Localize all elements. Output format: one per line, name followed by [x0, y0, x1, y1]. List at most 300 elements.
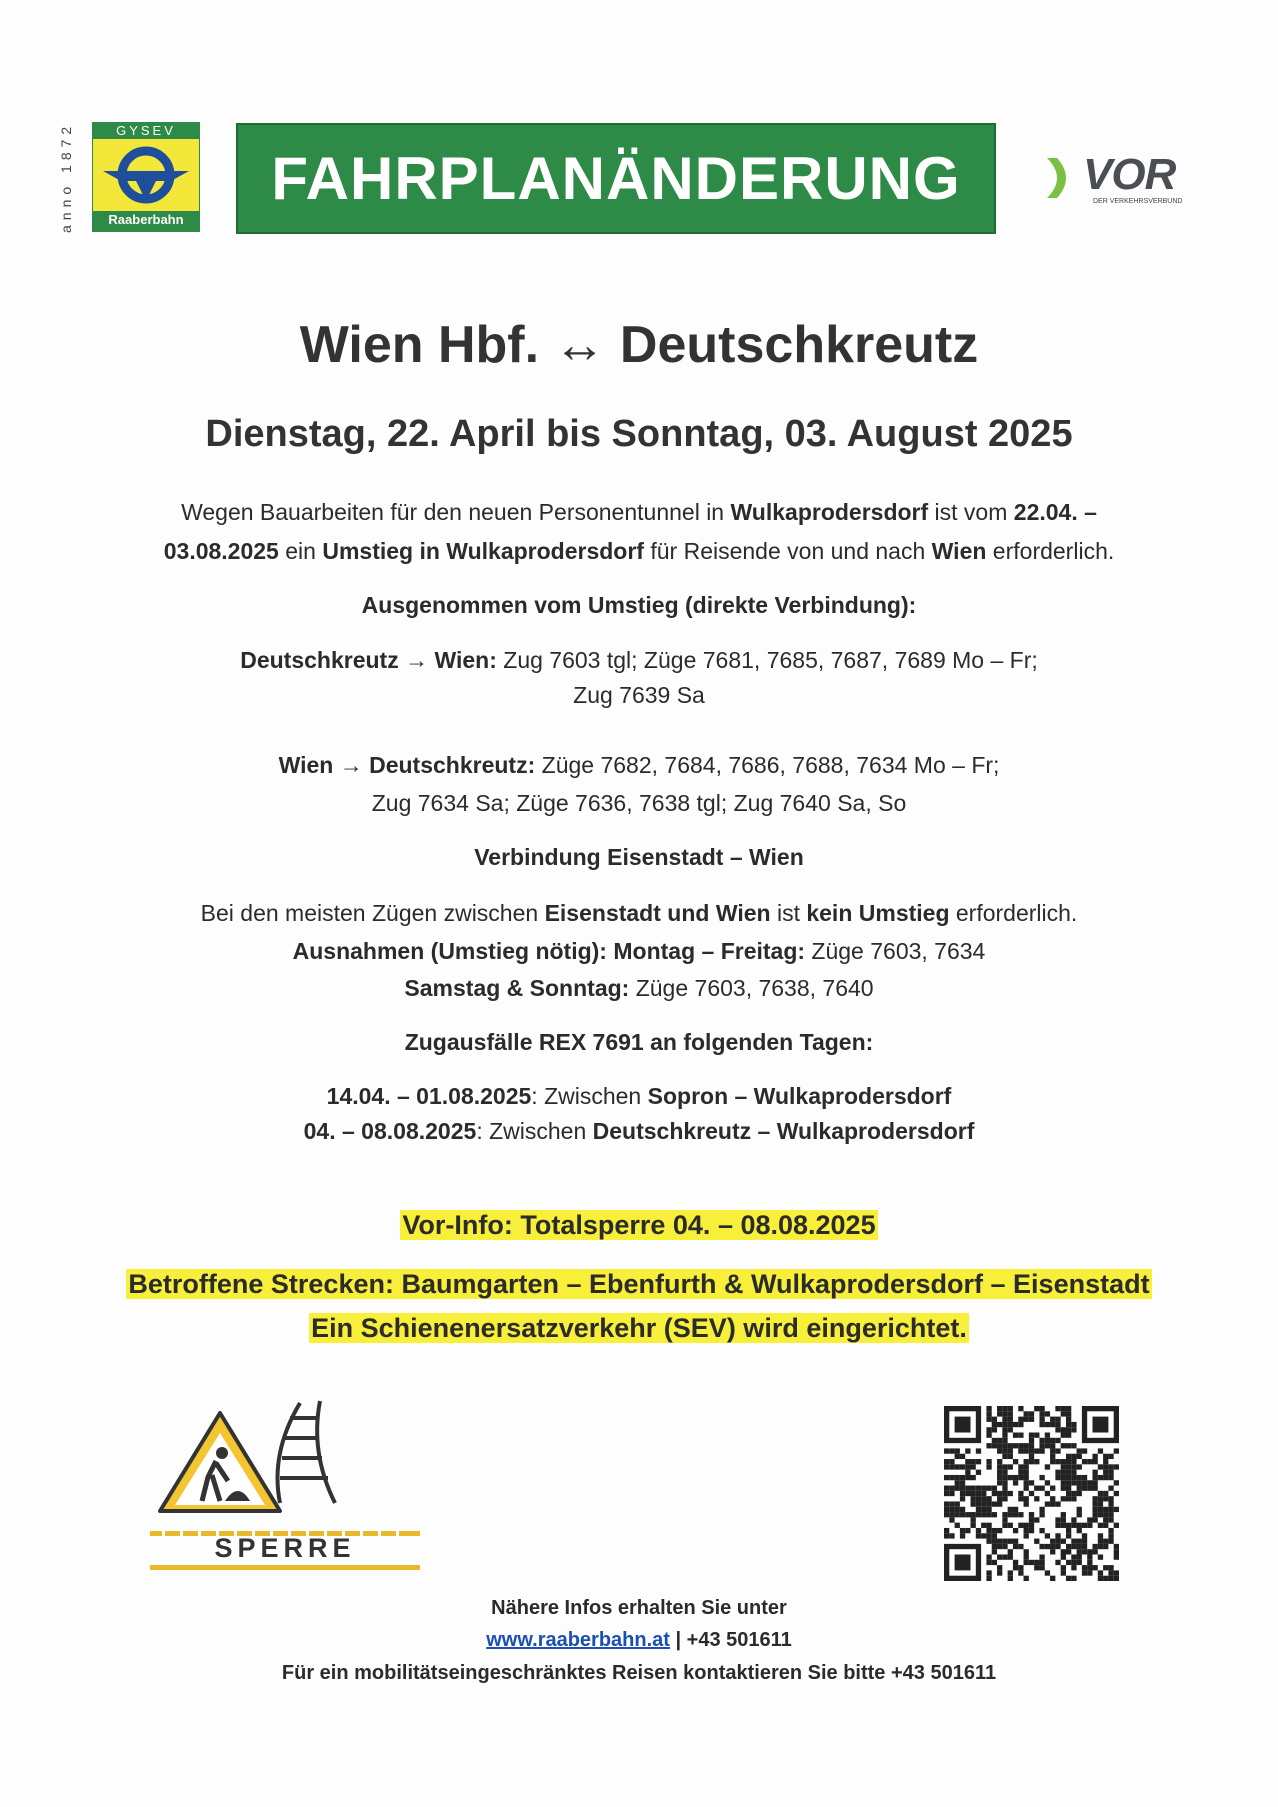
qr-module	[1071, 1539, 1076, 1544]
qr-module	[1103, 1464, 1108, 1469]
qr-module	[1029, 1459, 1034, 1464]
qr-module	[1092, 1517, 1097, 1522]
qr-module	[1087, 1554, 1092, 1559]
qr-module	[986, 1528, 991, 1533]
qr-module	[1103, 1507, 1108, 1512]
qr-module	[976, 1501, 981, 1506]
qr-module	[1002, 1475, 1007, 1480]
text-line	[0, 936, 1278, 966]
qr-module	[1008, 1475, 1013, 1480]
qr-module	[971, 1491, 976, 1496]
qr-module	[986, 1496, 991, 1501]
qr-module	[1098, 1533, 1103, 1538]
qr-module	[944, 1507, 949, 1512]
qr-module	[1018, 1470, 1023, 1475]
qr-module	[1098, 1496, 1103, 1501]
qr-module	[1108, 1570, 1113, 1575]
qr-module	[960, 1454, 965, 1459]
gysev-logo-top: GYSEV	[116, 123, 176, 138]
qr-module	[1071, 1560, 1076, 1565]
qr-module	[1018, 1464, 1023, 1469]
qr-module	[1077, 1549, 1082, 1554]
qr-module	[986, 1560, 991, 1565]
qr-code[interactable]	[944, 1406, 1119, 1581]
qr-module	[1092, 1544, 1097, 1549]
qr-module	[1108, 1539, 1113, 1544]
text-line	[0, 1116, 1278, 1146]
qr-module	[1029, 1560, 1034, 1565]
qr-module	[1045, 1438, 1050, 1443]
text-segment: ein	[278, 538, 323, 564]
qr-module	[1098, 1464, 1103, 1469]
qr-module	[981, 1512, 986, 1517]
qr-module	[1061, 1427, 1066, 1432]
qr-module	[997, 1438, 1002, 1443]
qr-module	[1002, 1438, 1007, 1443]
bold-text: 04. – 08.08.2025	[303, 1118, 477, 1144]
qr-module	[1071, 1565, 1076, 1570]
qr-module	[1082, 1570, 1087, 1575]
qr-module	[1071, 1544, 1076, 1549]
qr-module	[986, 1576, 991, 1581]
qr-module	[986, 1433, 991, 1438]
qr-module	[986, 1523, 991, 1528]
qr-module	[1077, 1491, 1082, 1496]
qr-module	[1024, 1475, 1029, 1480]
qr-module	[1092, 1480, 1097, 1485]
qr-module	[1002, 1486, 1007, 1491]
qr-module	[1061, 1517, 1066, 1522]
qr-module	[1018, 1443, 1023, 1448]
qr-module	[1114, 1491, 1119, 1496]
qr-module	[1002, 1539, 1007, 1544]
qr-module	[1114, 1554, 1119, 1559]
qr-module	[1055, 1475, 1060, 1480]
bold-text: Wulkaprodersdorf	[730, 499, 929, 525]
qr-module	[1077, 1448, 1082, 1453]
qr-module	[997, 1528, 1002, 1533]
qr-module	[1098, 1507, 1103, 1512]
qr-module	[1024, 1464, 1029, 1469]
anno-1872-text: anno 1872	[58, 121, 74, 233]
qr-module	[976, 1470, 981, 1475]
qr-module	[1061, 1486, 1066, 1491]
qr-module	[1092, 1470, 1097, 1475]
qr-module	[949, 1464, 954, 1469]
qr-module	[1066, 1459, 1071, 1464]
qr-module	[1050, 1443, 1055, 1448]
qr-module	[1066, 1470, 1071, 1475]
qr-module	[997, 1464, 1002, 1469]
qr-module	[1039, 1512, 1044, 1517]
qr-module	[1066, 1528, 1071, 1533]
qr-module	[1024, 1448, 1029, 1453]
qr-module	[965, 1470, 970, 1475]
qr-module	[1071, 1454, 1076, 1459]
qr-module	[1045, 1411, 1050, 1416]
qr-module	[944, 1512, 949, 1517]
qr-module	[1008, 1464, 1013, 1469]
qr-module	[1034, 1517, 1039, 1522]
qr-module	[1066, 1406, 1071, 1411]
qr-module	[1008, 1411, 1013, 1416]
qr-module	[1008, 1448, 1013, 1453]
qr-module	[1050, 1501, 1055, 1506]
qr-module	[949, 1501, 954, 1506]
qr-module	[1034, 1486, 1039, 1491]
text-segment: Züge 7682, 7684, 7686, 7688, 7634 Mo – Fr;	[535, 752, 1000, 778]
sev-line	[0, 1311, 1278, 1345]
qr-module	[1108, 1486, 1113, 1491]
qr-module	[1061, 1570, 1066, 1575]
qr-module	[955, 1475, 960, 1480]
qr-module	[1034, 1459, 1039, 1464]
info-line: Nähere Infos erhalten Sie unter	[491, 1597, 787, 1619]
text-line	[0, 750, 1278, 780]
qr-module	[1055, 1417, 1060, 1422]
qr-module	[1066, 1417, 1071, 1422]
qr-module	[997, 1475, 1002, 1480]
sperre-sign	[150, 1393, 430, 1573]
qr-module	[1098, 1448, 1103, 1453]
qr-module	[1002, 1523, 1007, 1528]
bold-text: Ausgenommen vom Umstieg (direkte Verbindung):	[361, 592, 917, 618]
qr-module	[1024, 1411, 1029, 1416]
text-segment: für Reisende von und nach	[643, 538, 932, 564]
qr-module	[1066, 1443, 1071, 1448]
qr-module	[997, 1459, 1002, 1464]
qr-module	[986, 1512, 991, 1517]
qr-module	[960, 1512, 965, 1517]
qr-module	[1008, 1523, 1013, 1528]
text-line	[0, 590, 1278, 620]
qr-module	[1002, 1491, 1007, 1496]
qr-module	[1029, 1438, 1034, 1443]
qr-module	[1034, 1433, 1039, 1438]
qr-module	[1066, 1523, 1071, 1528]
qr-module	[1024, 1486, 1029, 1491]
sev-text: Ein Schienenersatzverkehr (SEV) wird eingerichtet.	[311, 1313, 967, 1343]
qr-module	[1082, 1475, 1087, 1480]
qr-module	[965, 1486, 970, 1491]
qr-module	[1008, 1539, 1013, 1544]
qr-module	[949, 1533, 954, 1538]
vorinfo-text: Vor-Info: Totalsperre 04. – 08.08.2025	[402, 1210, 876, 1240]
bold-text: Ausnahmen (Umstieg nötig): Montag – Freitag:	[292, 938, 806, 964]
qr-module	[997, 1539, 1002, 1544]
qr-module	[1061, 1549, 1066, 1554]
qr-module	[1018, 1406, 1023, 1411]
qr-module	[1050, 1454, 1055, 1459]
qr-module	[1103, 1470, 1108, 1475]
qr-module	[960, 1486, 965, 1491]
qr-module	[986, 1411, 991, 1416]
qr-module	[1002, 1448, 1007, 1453]
qr-module	[981, 1523, 986, 1528]
qr-module	[986, 1570, 991, 1575]
text-segment: Züge 7603, 7638, 7640	[629, 975, 874, 1001]
qr-module	[971, 1517, 976, 1522]
qr-module	[1077, 1560, 1082, 1565]
qr-module	[1055, 1459, 1060, 1464]
qr-module	[1082, 1459, 1087, 1464]
qr-module	[992, 1443, 997, 1448]
qr-module	[949, 1491, 954, 1496]
qr-module	[1098, 1576, 1103, 1581]
qr-module	[1039, 1544, 1044, 1549]
qr-module	[944, 1459, 949, 1464]
qr-module	[1029, 1491, 1034, 1496]
qr-module	[1055, 1406, 1060, 1411]
qr-module	[1103, 1475, 1108, 1480]
qr-module	[1071, 1480, 1076, 1485]
qr-module	[1024, 1496, 1029, 1501]
qr-module	[1098, 1544, 1103, 1549]
qr-module	[1002, 1544, 1007, 1549]
qr-module	[1002, 1480, 1007, 1485]
qr-module	[1114, 1464, 1119, 1469]
qr-module	[1061, 1464, 1066, 1469]
qr-module	[997, 1496, 1002, 1501]
qr-module	[976, 1486, 981, 1491]
qr-module	[1082, 1523, 1087, 1528]
qr-module	[1008, 1507, 1013, 1512]
qr-module	[1098, 1523, 1103, 1528]
qr-module	[1071, 1475, 1076, 1480]
qr-module	[1098, 1491, 1103, 1496]
qr-module	[986, 1417, 991, 1422]
qr-module	[992, 1491, 997, 1496]
qr-module	[1066, 1480, 1071, 1485]
qr-module	[949, 1512, 954, 1517]
qr-module	[1050, 1438, 1055, 1443]
qr-module	[1045, 1533, 1050, 1538]
qr-module	[1108, 1576, 1113, 1581]
qr-module	[1077, 1475, 1082, 1480]
qr-module	[1071, 1523, 1076, 1528]
qr-module	[1066, 1411, 1071, 1416]
qr-module	[1087, 1565, 1092, 1570]
qr-module	[986, 1486, 991, 1491]
qr-module	[1071, 1496, 1076, 1501]
qr-module	[1114, 1523, 1119, 1528]
qr-module	[1087, 1523, 1092, 1528]
qr-module	[1071, 1459, 1076, 1464]
qr-module	[1092, 1475, 1097, 1480]
qr-module	[1029, 1433, 1034, 1438]
qr-module	[1029, 1443, 1034, 1448]
qr-module	[1039, 1554, 1044, 1559]
qr-module	[1029, 1512, 1034, 1517]
qr-module	[1050, 1496, 1055, 1501]
qr-module	[1013, 1539, 1018, 1544]
qr-module	[1045, 1544, 1050, 1549]
qr-module	[1103, 1491, 1108, 1496]
qr-module	[1087, 1480, 1092, 1485]
qr-module	[1045, 1501, 1050, 1506]
qr-module	[1114, 1544, 1119, 1549]
qr-module	[976, 1491, 981, 1496]
qr-module	[1018, 1448, 1023, 1453]
bold-text: Sopron – Wulkaprodersdorf	[647, 1083, 952, 1109]
qr-module	[1039, 1486, 1044, 1491]
qr-module	[1103, 1544, 1108, 1549]
bold-text: 14.04. – 01.08.2025	[326, 1083, 532, 1109]
qr-module	[1103, 1454, 1108, 1459]
qr-module	[955, 1480, 960, 1485]
qr-module	[986, 1464, 991, 1469]
qr-module	[1077, 1507, 1082, 1512]
qr-module	[1077, 1528, 1082, 1533]
qr-module	[1002, 1443, 1007, 1448]
qr-module	[960, 1507, 965, 1512]
qr-module	[1034, 1496, 1039, 1501]
route-title: Wien Hbf. ↔ Deutschkreutz	[299, 316, 979, 374]
qr-module	[976, 1533, 981, 1538]
qr-module	[971, 1501, 976, 1506]
qr-module	[1018, 1544, 1023, 1549]
qr-module	[1018, 1422, 1023, 1427]
qr-module	[1082, 1565, 1087, 1570]
qr-module	[997, 1422, 1002, 1427]
bold-text: Verbindung Eisenstadt – Wien	[474, 844, 804, 870]
qr-module	[1108, 1475, 1113, 1480]
qr-module	[1066, 1560, 1071, 1565]
qr-module	[992, 1549, 997, 1554]
qr-module	[1077, 1544, 1082, 1549]
phone-number: +43 501611	[686, 1629, 792, 1651]
qr-module	[1045, 1491, 1050, 1496]
qr-module	[986, 1554, 991, 1559]
qr-module	[965, 1512, 970, 1517]
qr-module	[1018, 1565, 1023, 1570]
text-segment: : Zwischen	[476, 1118, 593, 1144]
qr-module	[992, 1486, 997, 1491]
qr-module	[1061, 1411, 1066, 1416]
qr-module	[1061, 1554, 1066, 1559]
qr-module	[1071, 1576, 1076, 1581]
qr-module	[997, 1501, 1002, 1506]
qr-module	[1029, 1480, 1034, 1485]
qr-module	[992, 1422, 997, 1427]
qr-module	[986, 1539, 991, 1544]
qr-module	[997, 1448, 1002, 1453]
qr-module	[1055, 1560, 1060, 1565]
qr-module	[1077, 1539, 1082, 1544]
qr-module	[1008, 1406, 1013, 1411]
qr-module	[960, 1528, 965, 1533]
text-segment: Zug 7639 Sa	[573, 682, 705, 708]
qr-module	[965, 1459, 970, 1464]
qr-module	[1013, 1475, 1018, 1480]
qr-module	[1002, 1406, 1007, 1411]
qr-module	[1039, 1422, 1044, 1427]
qr-module	[1002, 1512, 1007, 1517]
qr-module	[1103, 1459, 1108, 1464]
qr-module	[1029, 1454, 1034, 1459]
qr-module	[1029, 1448, 1034, 1453]
qr-module	[1066, 1549, 1071, 1554]
qr-module	[1087, 1517, 1092, 1522]
qr-module	[1024, 1549, 1029, 1554]
qr-module	[1103, 1523, 1108, 1528]
qr-module	[1034, 1406, 1039, 1411]
qr-module	[1013, 1443, 1018, 1448]
qr-module	[1071, 1554, 1076, 1559]
qr-module	[992, 1560, 997, 1565]
bold-text: Wien	[931, 538, 987, 564]
qr-module	[1002, 1427, 1007, 1432]
qr-module	[1024, 1528, 1029, 1533]
qr-module	[1029, 1417, 1034, 1422]
vorinfo-line	[0, 1208, 1278, 1242]
text-line	[0, 788, 1278, 818]
qr-module	[1071, 1464, 1076, 1469]
text-segment: Bei den meisten Zügen zwischen	[200, 900, 545, 926]
text-line	[0, 973, 1278, 1003]
qr-module	[960, 1480, 965, 1485]
qr-module	[1055, 1427, 1060, 1432]
qr-module	[1050, 1417, 1055, 1422]
qr-module	[1008, 1576, 1013, 1581]
qr-module	[1077, 1464, 1082, 1469]
qr-module	[992, 1438, 997, 1443]
text-line	[0, 497, 1278, 527]
qr-module	[1098, 1539, 1103, 1544]
qr-module	[1092, 1565, 1097, 1570]
qr-module	[1082, 1544, 1087, 1549]
qr-module	[1050, 1459, 1055, 1464]
qr-module	[1082, 1448, 1087, 1453]
text-line	[0, 1027, 1278, 1057]
bold-text: Zugausfälle REX 7691 an folgenden Tagen:	[404, 1029, 874, 1055]
bold-text: 03.08.2025	[163, 538, 279, 564]
qr-module	[1061, 1523, 1066, 1528]
qr-module	[1061, 1459, 1066, 1464]
qr-module	[944, 1475, 949, 1480]
qr-module	[1013, 1433, 1018, 1438]
qr-module	[1008, 1554, 1013, 1559]
contact-line	[0, 1625, 1278, 1655]
qr-module	[1108, 1507, 1113, 1512]
qr-module	[1045, 1570, 1050, 1575]
mobility-line: Für ein mobilitätseingeschränktes Reisen kontaktieren Sie bitte +43 501611	[281, 1662, 997, 1684]
qr-module	[1013, 1528, 1018, 1533]
bold-text: Umstieg in Wulkaprodersdorf	[322, 538, 644, 564]
qr-module	[1108, 1565, 1113, 1570]
qr-module	[1002, 1554, 1007, 1559]
text-segment: erforderlich.	[949, 900, 1078, 926]
strecken-line	[0, 1267, 1278, 1301]
qr-module	[1103, 1496, 1108, 1501]
qr-module	[955, 1554, 971, 1570]
qr-module	[1018, 1496, 1023, 1501]
website-link[interactable]: www.raaberbahn.at	[486, 1629, 670, 1651]
qr-module	[960, 1491, 965, 1496]
qr-module	[960, 1533, 965, 1538]
qr-module	[981, 1501, 986, 1506]
qr-module	[1077, 1454, 1082, 1459]
qr-module	[1066, 1454, 1071, 1459]
qr-module	[1077, 1480, 1082, 1485]
qr-module	[1013, 1565, 1018, 1570]
qr-module	[1092, 1549, 1097, 1554]
qr-module	[1018, 1475, 1023, 1480]
qr-module	[1013, 1544, 1018, 1549]
qr-module	[976, 1496, 981, 1501]
text-segment: erforderlich.	[986, 538, 1115, 564]
qr-module	[1087, 1549, 1092, 1554]
